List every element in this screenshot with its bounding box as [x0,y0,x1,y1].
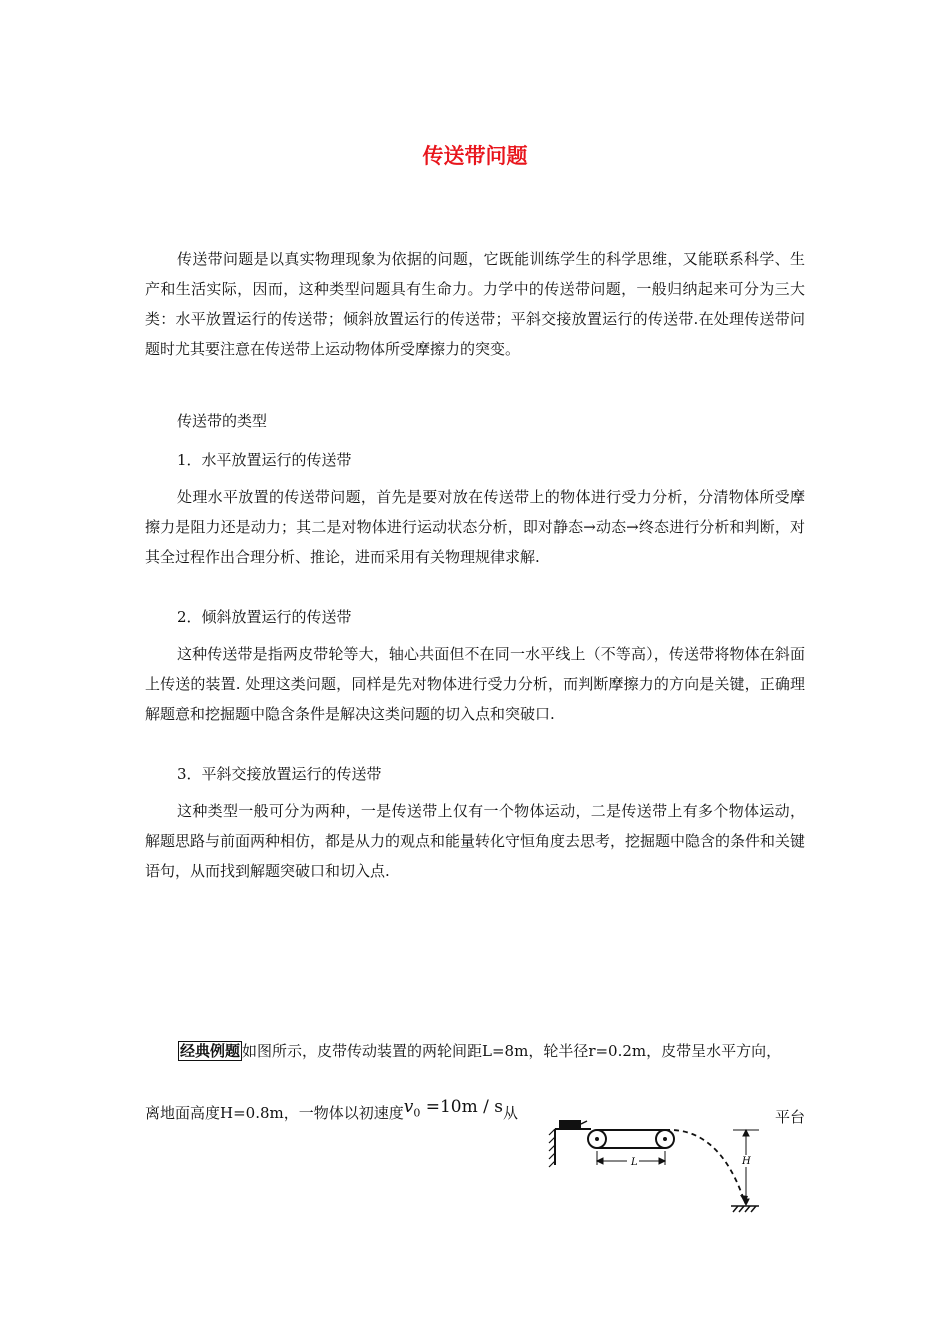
conveyor-belt [588,1130,674,1148]
section3-heading: 3．平斜交接放置运行的传送带 [177,765,382,783]
label-H: H [742,1156,751,1167]
section1-body: 处理水平放置的传送带问题，首先是要对放在传送带上的物体进行受力分析，分清物体所受摩擦力是阻力还是动力；其二是对物体进行运动状态分析，即对静态→动态→终态进行分析和判断，对其全过程作出合理分析、推论，进而采用有关物理规律求解. [145,488,805,566]
example-second-line [145,1097,519,1125]
section2-heading: 2．倾斜放置运行的传送带 [177,608,352,626]
velocity-formula: $v_0 =10m / s$ [403,1097,504,1120]
example-text-tail: 平台 [775,1108,806,1126]
section3-body: 这种类型一般可分为两种，一是传送带上仅有一个物体运动，二是传送带上有多个物体运动，解题思路与前面两种相仿，都是从力的观点和能量转化守恒角度去思考，挖掘题中隐含的条件和关键语句，从而找到解题突破口和切入点. [145,802,806,880]
page-title: 传送带问题 [422,143,528,168]
ground [731,1206,759,1212]
section1-heading: 1．水平放置运行的传送带 [177,451,352,469]
intro-paragraph: 传送带问题是以真实物理现象为依据的问题，它既能训练学生的科学思维，又能联系科学、生产和生活实际，因而，这种类型问题具有生命力。力学中的传送带问题，一般归纳起来可分为三大类：水平放置运行的传送带；倾斜放置运行的传送带；平斜交接放置运行的传送带.在处理传送带问题时尤其要注意在传送带上运动物体所受摩擦力的突变。 [145,250,805,358]
example-label: 经典例题 [180,1042,241,1060]
section2-body: 这种传送带是指两皮带轮等大，轴心共面但不在同一水平线上（不等高），传送带将物体在斜面上传送的装置. 处理这类问题，同样是先对物体进行受力分析，而判断摩擦力的方向是关键，正确理解题意和挖掘题中隐含条件是解决这类问题的切入点和突破口. [145,645,805,723]
conveyor-figure [545,1113,770,1213]
dimension-H [733,1130,759,1205]
label-L: L [631,1157,638,1168]
trajectory [665,1130,745,1203]
example-text-1: 如图所示，皮带传动装置的两轮间距L=8m，轮半径r=0.2m，皮带呈水平方向， [242,1042,782,1060]
example-first-line [178,1038,781,1064]
types-heading: 传送带的类型 [177,412,268,430]
example-text-3: 从 [503,1104,519,1122]
platform [555,1129,591,1165]
block [559,1120,581,1129]
example-text-2: 离地面高度H=0.8m，一物体以初速度 [145,1104,404,1122]
